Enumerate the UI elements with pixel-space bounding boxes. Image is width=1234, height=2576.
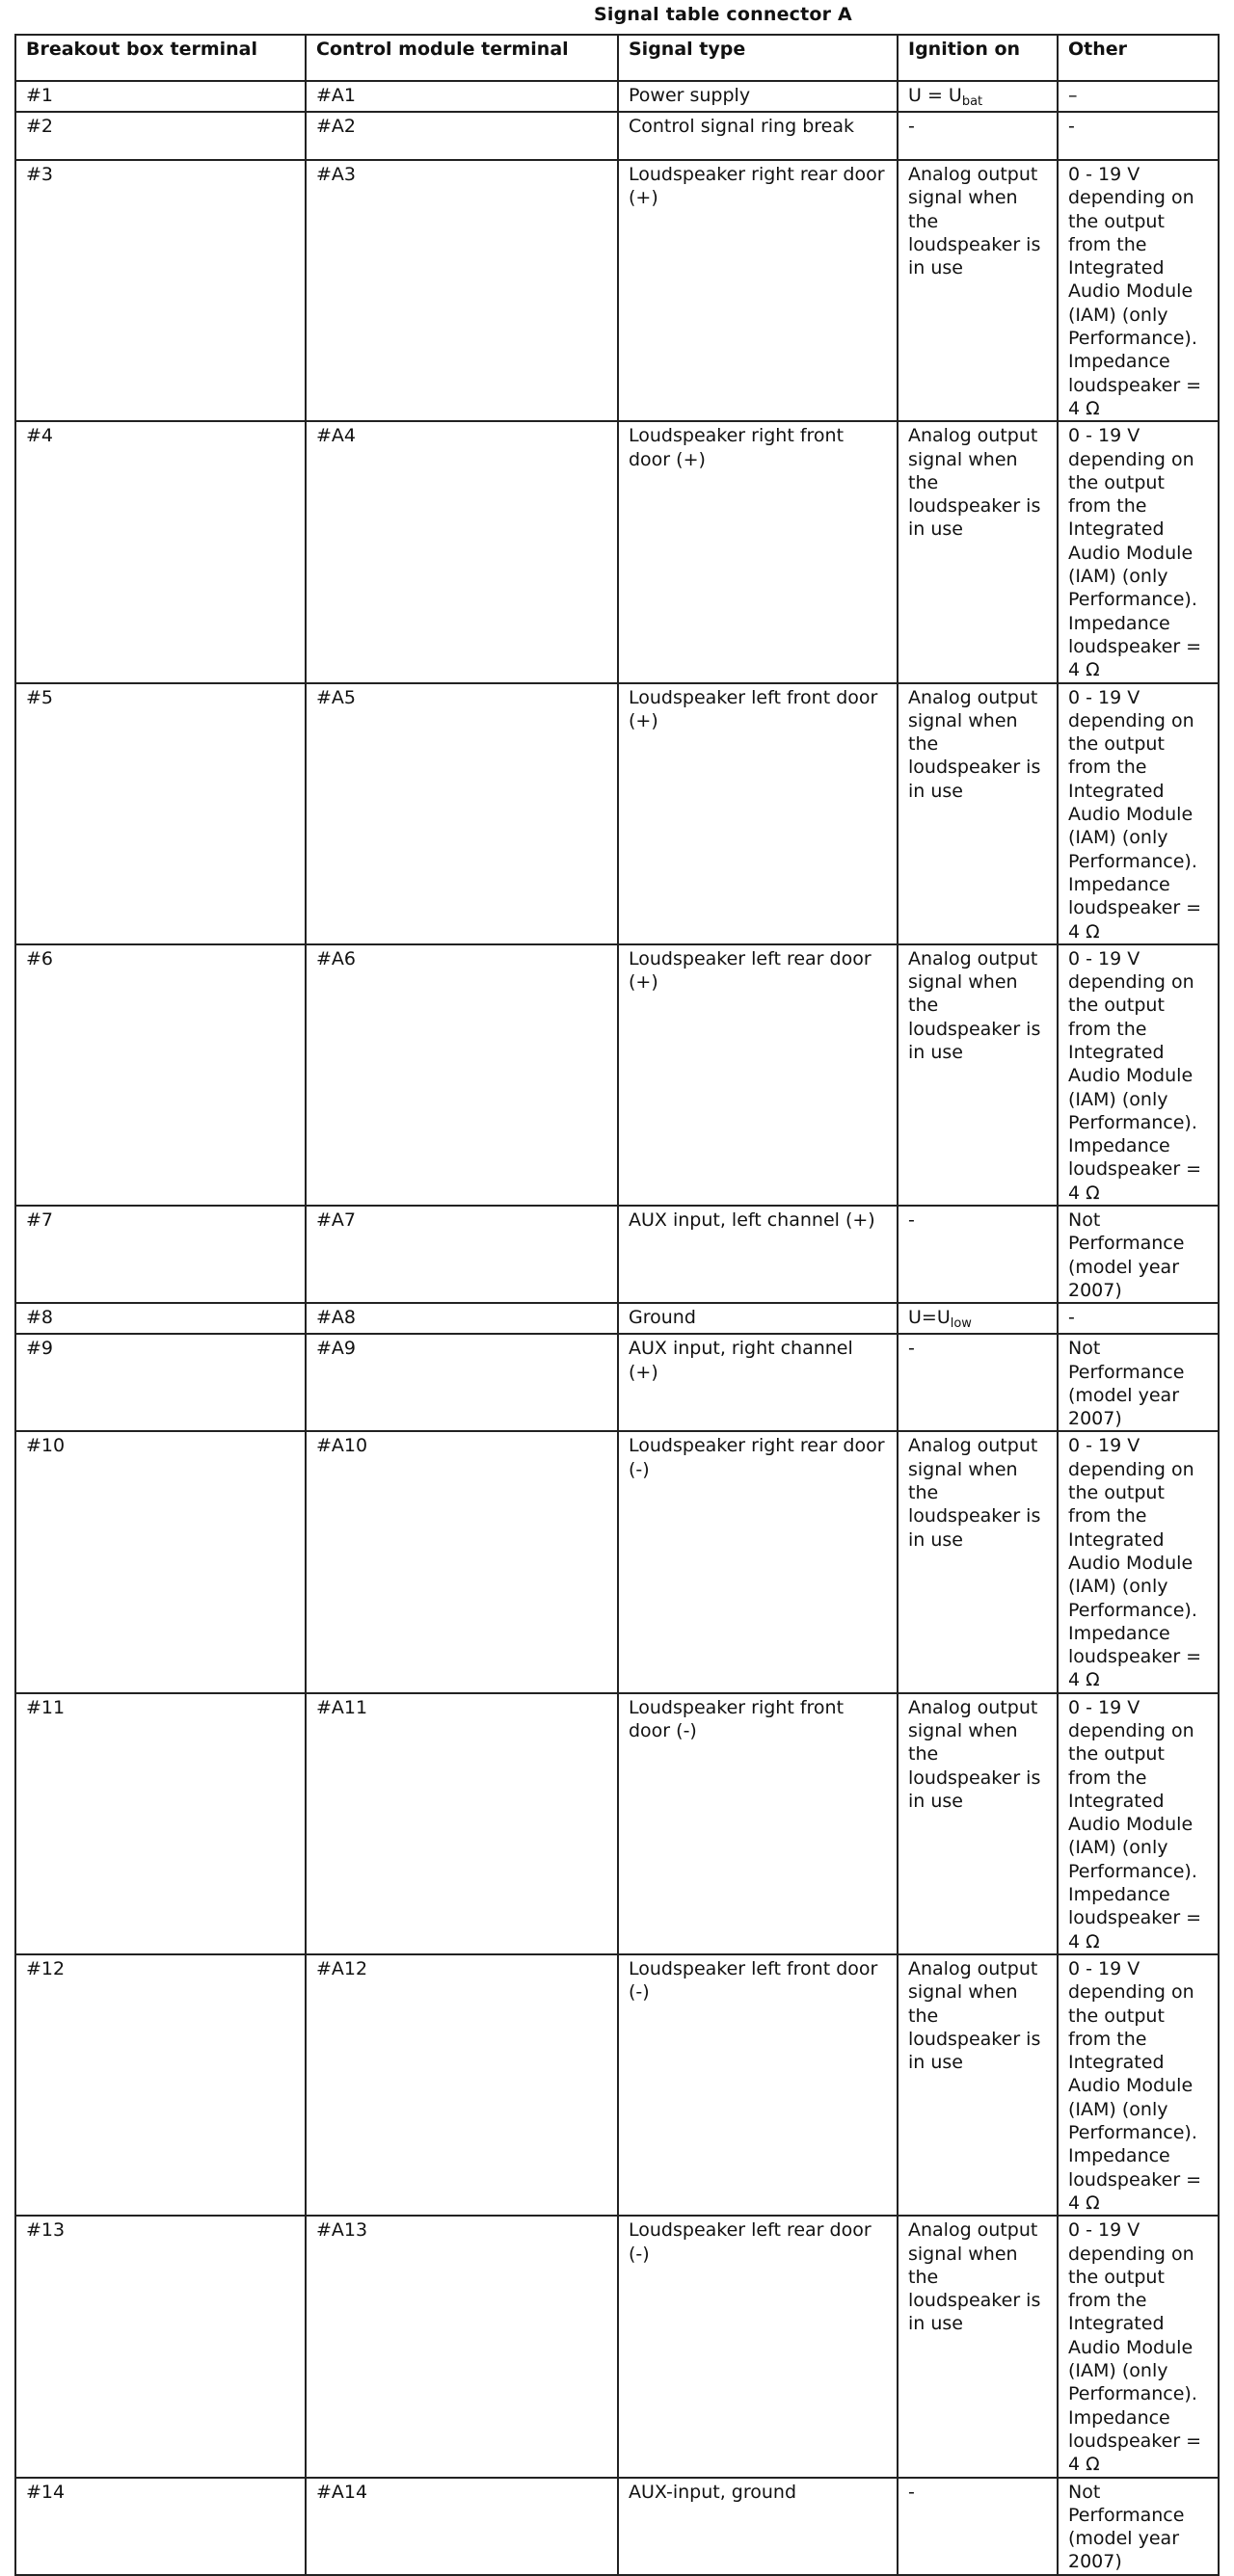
breakout-cell: #10: [15, 1431, 306, 1692]
table-row: [15, 683, 1219, 944]
breakout-cell: #14: [15, 2478, 306, 2575]
other-cell: -: [1058, 1303, 1219, 1334]
module-cell: #A11: [306, 1693, 618, 1954]
ignition-cell: [898, 2216, 1058, 2477]
table-row: [15, 2478, 1219, 2575]
other-cell: 0 - 19 V depending on the output from the Integrated Audio Module (IAM) (only Performance). Impedance loudspeaker = 4 Ω: [1058, 2216, 1219, 2477]
other-cell: Not Performance (model year 2007): [1058, 1334, 1219, 1431]
header-control-module-terminal: Control module terminal: [306, 35, 618, 81]
breakout-cell: #12: [15, 1954, 306, 2216]
module-cell: #A7: [306, 1206, 618, 1303]
ignition-value: -: [908, 1209, 915, 1232]
other-cell: 0 - 19 V depending on the output from the Integrated Audio Module (IAM) (only Performance). Impedance loudspeaker = 4 Ω: [1058, 1431, 1219, 1692]
ignition-cell: [898, 1693, 1058, 1954]
ignition-subscript: low: [950, 1316, 972, 1332]
other-cell: Not Performance (model year 2007): [1058, 2478, 1219, 2575]
table-header-row: [15, 35, 1219, 81]
module-cell: #A4: [306, 421, 618, 682]
table-row: [15, 1206, 1219, 1303]
breakout-cell: #9: [15, 1334, 306, 1431]
breakout-cell: #11: [15, 1693, 306, 1954]
table-row: [15, 1693, 1219, 1954]
header-ignition-on: Ignition on: [898, 35, 1058, 81]
table-row: [15, 160, 1219, 421]
ignition-value: Analog output signal when the loudspeaker is in use: [908, 2219, 1041, 2335]
ignition-value: Analog output signal when the loudspeaker is in use: [908, 164, 1041, 279]
other-cell: 0 - 19 V depending on the output from the Integrated Audio Module (IAM) (only Performance). Impedance loudspeaker = 4 Ω: [1058, 1693, 1219, 1954]
other-cell: –: [1058, 81, 1219, 112]
signal-table: [14, 34, 1220, 2576]
table-row: [15, 1303, 1219, 1334]
signal-type-cell: Ground: [618, 1303, 898, 1334]
ignition-cell: [898, 421, 1058, 682]
table-row: [15, 1334, 1219, 1431]
ignition-cell: [898, 944, 1058, 1206]
other-cell: 0 - 19 V depending on the output from the Integrated Audio Module (IAM) (only Performance). Impedance loudspeaker = 4 Ω: [1058, 683, 1219, 944]
signal-type-cell: Loudspeaker right front door (+): [618, 421, 898, 682]
ignition-cell: [898, 1954, 1058, 2216]
module-cell: #A14: [306, 2478, 618, 2575]
breakout-cell: #6: [15, 944, 306, 1206]
ignition-value: Analog output signal when the loudspeaker is in use: [908, 686, 1041, 802]
ignition-value: U=U: [908, 1307, 951, 1329]
module-cell: #A9: [306, 1334, 618, 1431]
signal-type-cell: Control signal ring break: [618, 112, 898, 160]
ignition-value: Analog output signal when the loudspeaker is in use: [908, 1435, 1041, 1551]
table-row: [15, 1431, 1219, 1692]
module-cell: #A12: [306, 1954, 618, 2216]
ignition-value: Analog output signal when the loudspeaker is in use: [908, 947, 1041, 1063]
other-cell: 0 - 19 V depending on the output from the Integrated Audio Module (IAM) (only Performance). Impedance loudspeaker = 4 Ω: [1058, 421, 1219, 682]
table-row: [15, 1954, 1219, 2216]
signal-type-cell: Loudspeaker left rear door (-): [618, 2216, 898, 2477]
table-row: [15, 944, 1219, 1206]
signal-type-cell: Loudspeaker right rear door (+): [618, 160, 898, 421]
ignition-cell: [898, 1206, 1058, 1303]
breakout-cell: #3: [15, 160, 306, 421]
breakout-cell: #8: [15, 1303, 306, 1334]
breakout-cell: #1: [15, 81, 306, 112]
ignition-value: -: [908, 2481, 915, 2503]
module-cell: #A10: [306, 1431, 618, 1692]
page-title: Signal table connector A: [594, 4, 852, 25]
signal-type-cell: AUX-input, ground: [618, 2478, 898, 2575]
module-cell: #A3: [306, 160, 618, 421]
other-cell: 0 - 19 V depending on the output from the Integrated Audio Module (IAM) (only Performance). Impedance loudspeaker = 4 Ω: [1058, 1954, 1219, 2216]
header-breakout-box-terminal: Breakout box terminal: [15, 35, 306, 81]
ignition-value: -: [908, 116, 915, 137]
ignition-cell: [898, 1431, 1058, 1692]
ignition-value: -: [908, 1338, 915, 1360]
module-cell: #A6: [306, 944, 618, 1206]
other-cell: -: [1058, 112, 1219, 160]
ignition-cell: [898, 1334, 1058, 1431]
table-row: [15, 421, 1219, 682]
ignition-cell: [898, 2478, 1058, 2575]
table-body: [15, 81, 1219, 2575]
signal-type-cell: Loudspeaker left front door (-): [618, 1954, 898, 2216]
ignition-subscript: bat: [961, 94, 983, 109]
table-row: [15, 2216, 1219, 2477]
table-row: [15, 81, 1219, 112]
ignition-value: Analog output signal when the loudspeaker is in use: [908, 1957, 1041, 2074]
table-row: [15, 112, 1219, 160]
breakout-cell: #2: [15, 112, 306, 160]
breakout-cell: #5: [15, 683, 306, 944]
ignition-cell: [898, 683, 1058, 944]
other-cell: Not Performance (model year 2007): [1058, 1206, 1219, 1303]
breakout-cell: #13: [15, 2216, 306, 2477]
breakout-cell: #4: [15, 421, 306, 682]
ignition-cell: [898, 112, 1058, 160]
module-cell: #A5: [306, 683, 618, 944]
ignition-value: U = U: [908, 85, 962, 106]
signal-type-cell: Loudspeaker left rear door (+): [618, 944, 898, 1206]
signal-type-cell: Power supply: [618, 81, 898, 112]
header-other: Other: [1058, 35, 1219, 81]
signal-type-cell: Loudspeaker right rear door (-): [618, 1431, 898, 1692]
other-cell: 0 - 19 V depending on the output from the Integrated Audio Module (IAM) (only Performance). Impedance loudspeaker = 4 Ω: [1058, 160, 1219, 421]
module-cell: #A2: [306, 112, 618, 160]
signal-type-cell: Loudspeaker right front door (-): [618, 1693, 898, 1954]
ignition-value: Analog output signal when the loudspeaker is in use: [908, 1696, 1041, 1812]
header-signal-type: Signal type: [618, 35, 898, 81]
ignition-cell: [898, 81, 1058, 112]
breakout-cell: #7: [15, 1206, 306, 1303]
signal-type-cell: Loudspeaker left front door (+): [618, 683, 898, 944]
other-cell: 0 - 19 V depending on the output from the Integrated Audio Module (IAM) (only Performance). Impedance loudspeaker = 4 Ω: [1058, 944, 1219, 1206]
ignition-cell: [898, 160, 1058, 421]
signal-type-cell: AUX input, left channel (+): [618, 1206, 898, 1303]
signal-type-cell: AUX input, right channel (+): [618, 1334, 898, 1431]
module-cell: #A8: [306, 1303, 618, 1334]
module-cell: #A13: [306, 2216, 618, 2477]
ignition-value: Analog output signal when the loudspeaker is in use: [908, 425, 1041, 541]
ignition-cell: [898, 1303, 1058, 1334]
module-cell: #A1: [306, 81, 618, 112]
